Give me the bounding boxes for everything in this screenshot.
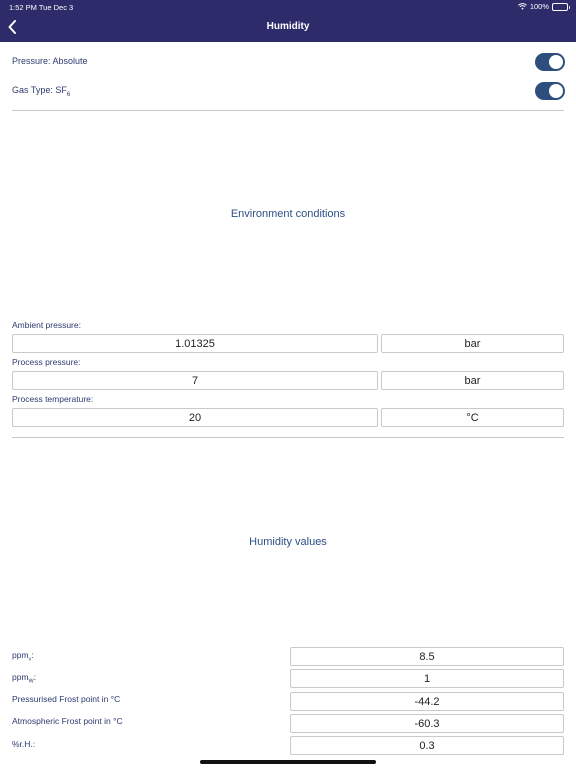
divider (12, 437, 564, 438)
ppmv-label: ppm$_v$: (12, 650, 34, 663)
page-title: Humidity (266, 21, 310, 32)
relative-humidity-value: 0.3 (290, 736, 564, 755)
atmospheric-frost-point-value: -60.3 (290, 714, 564, 733)
ppmv-value: 8.5 (290, 647, 564, 666)
humidity-values-title: Humidity values (249, 536, 327, 548)
environment-conditions-title: Environment conditions (230, 208, 346, 220)
ambient-pressure-unit-select[interactable]: bar (381, 334, 564, 353)
pressure-mode-toggle[interactable] (535, 53, 565, 71)
status-time: 1:52 PM Tue Dec 3 (9, 3, 74, 12)
pressure-mode-label: Pressure: Absolute (12, 56, 88, 66)
navigation-header (0, 0, 576, 42)
ppmw-label: ppm$_W$: (12, 672, 37, 685)
home-indicator (200, 760, 376, 764)
pressurised-frost-point-value: -44.2 (290, 692, 564, 711)
divider (12, 110, 564, 111)
ambient-pressure-input[interactable]: 1.01325 (12, 334, 378, 353)
process-temperature-unit-select[interactable]: °C (381, 408, 564, 427)
atmospheric-frost-point-label: Atmospheric Frost point in °C (12, 716, 123, 726)
process-temperature-label: Process temperature: (12, 394, 94, 404)
ppmw-value: 1 (290, 669, 564, 688)
wifi-icon (518, 3, 527, 10)
status-indicators (518, 2, 568, 11)
gas-type-toggle[interactable] (535, 82, 565, 100)
relative-humidity-label: %r.H.: (12, 739, 36, 749)
process-pressure-label: Process pressure: (12, 357, 81, 367)
gas-type-label: Gas Type: $SF_6$ (12, 85, 71, 98)
battery-icon (552, 3, 568, 11)
process-temperature-input[interactable]: 20 (12, 408, 378, 427)
process-pressure-unit-select[interactable]: bar (381, 371, 564, 390)
pressurised-frost-point-label: Pressurised Frost point in °C (12, 694, 121, 704)
process-pressure-input[interactable]: 7 (12, 371, 378, 390)
battery-percent: 100% (529, 2, 549, 11)
ambient-pressure-label: Ambient pressure: (12, 320, 81, 330)
